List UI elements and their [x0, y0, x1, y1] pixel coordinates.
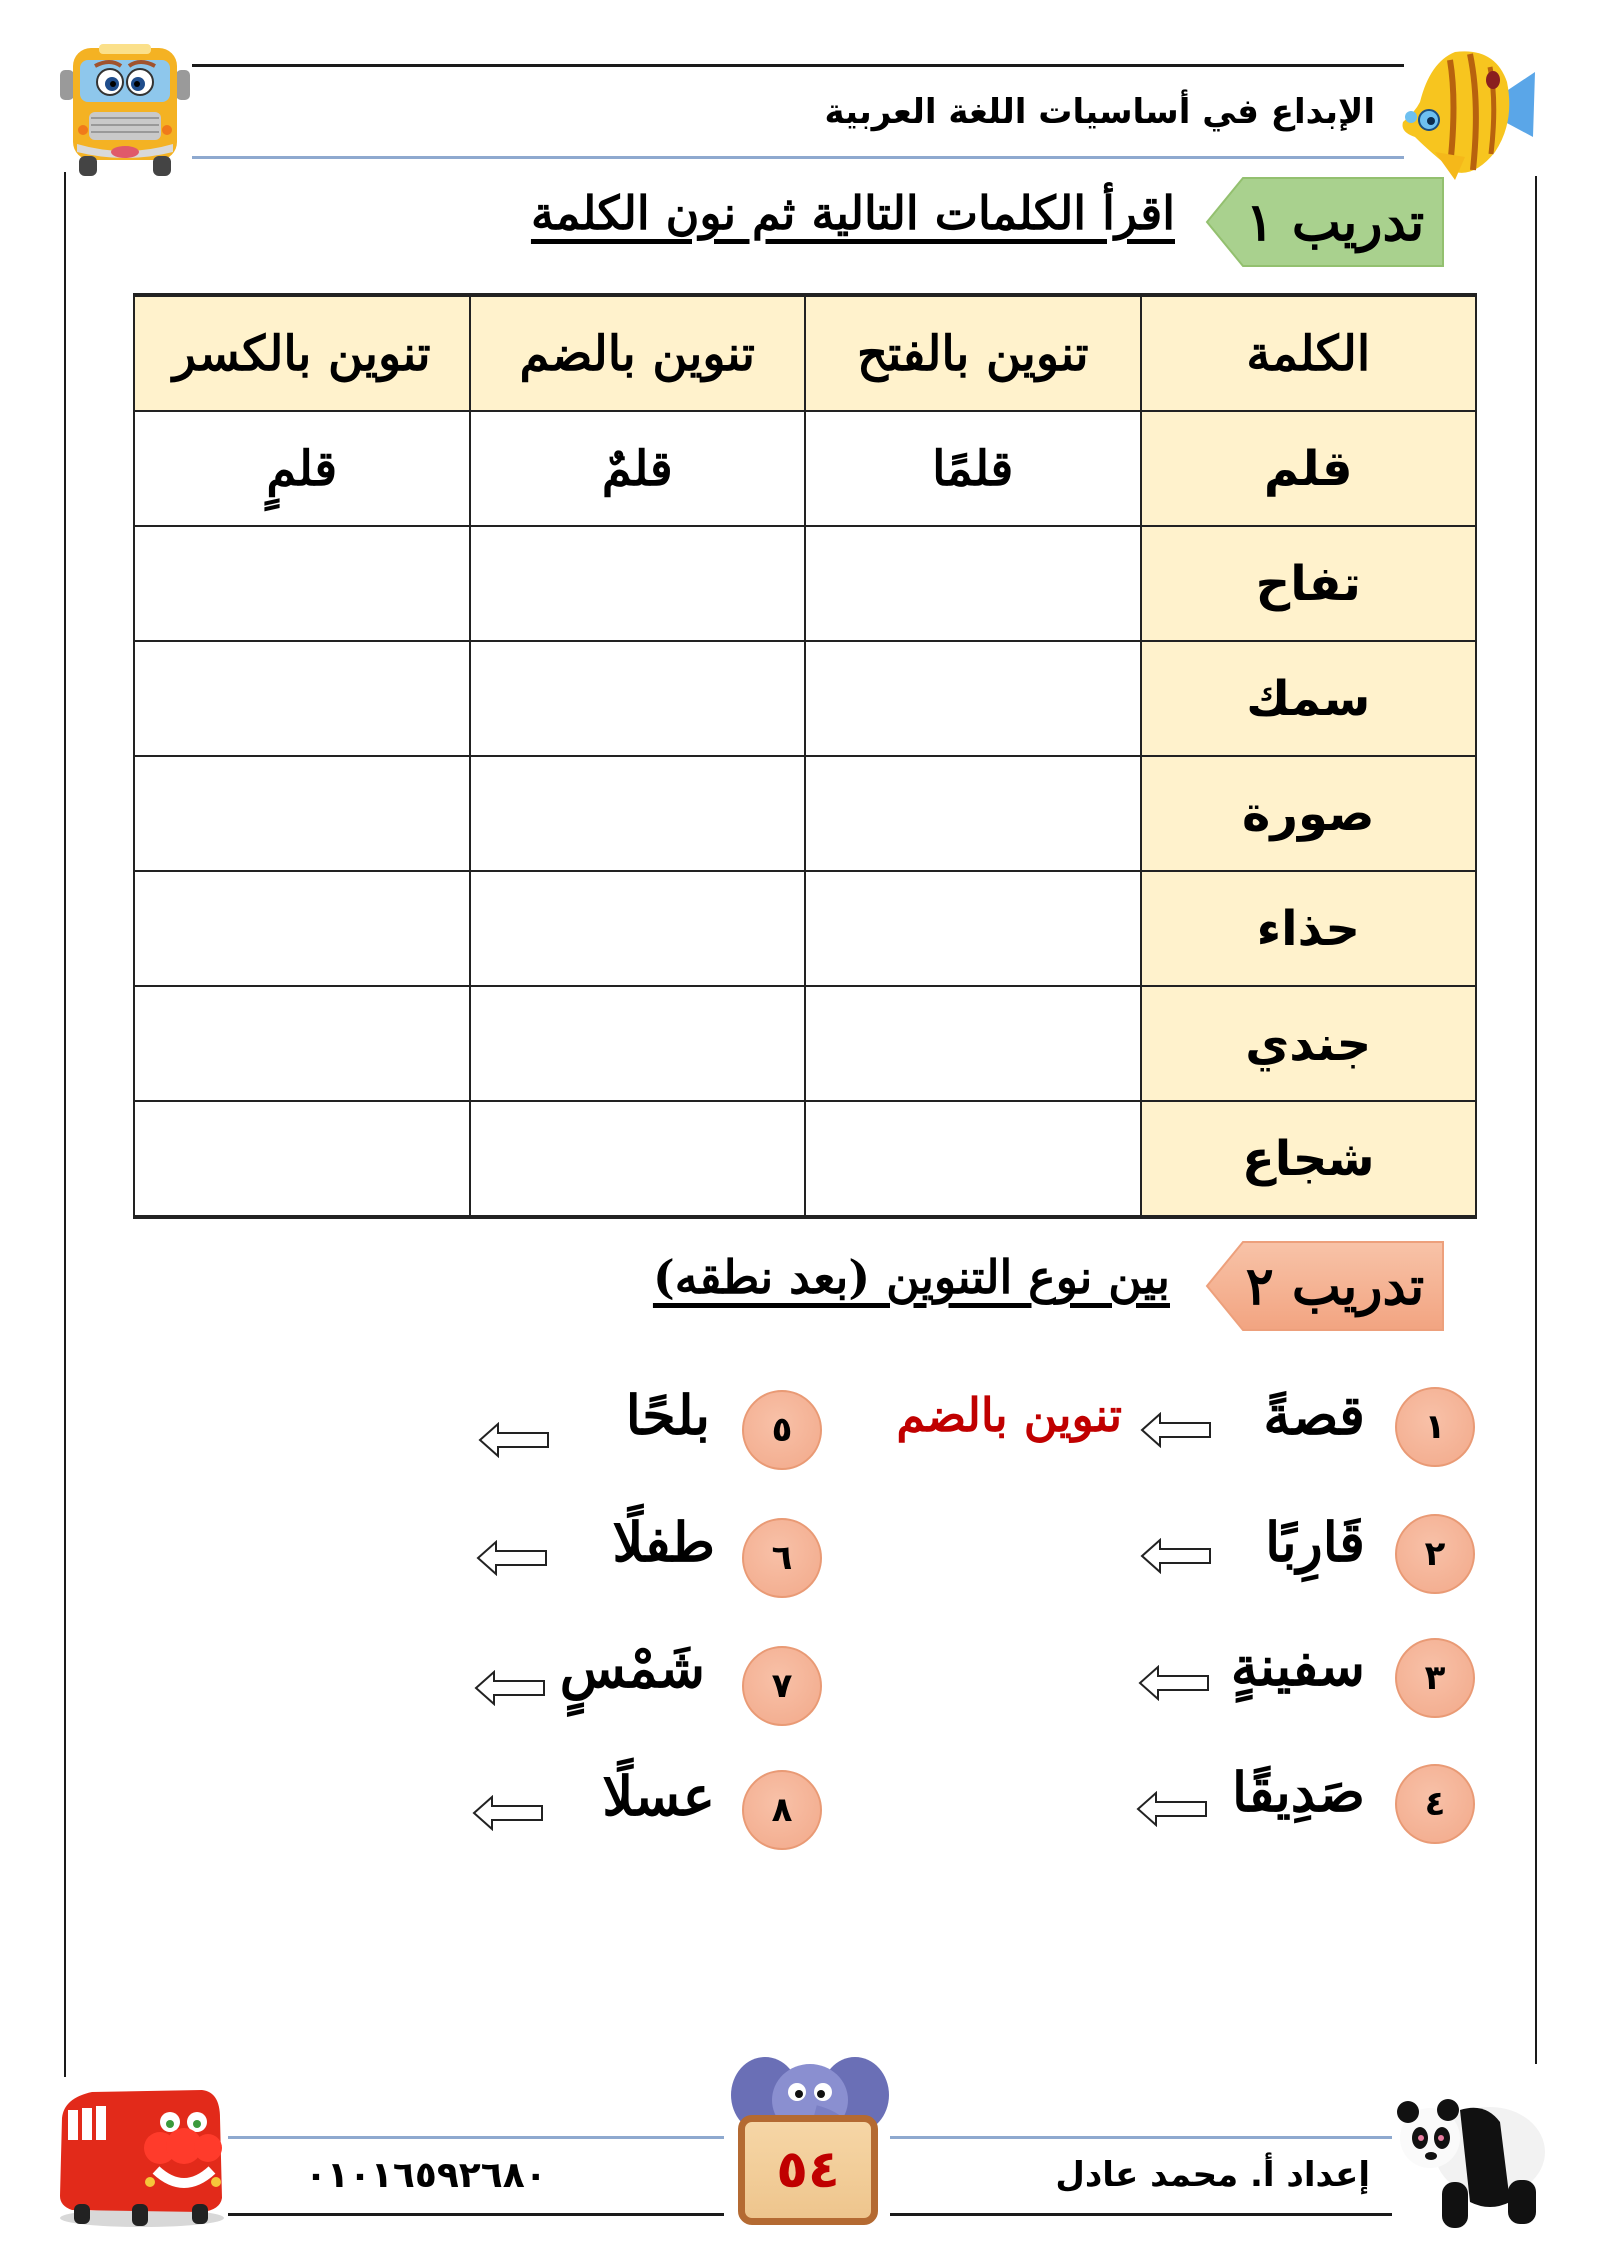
- tanween-table: [133, 293, 1477, 1219]
- page-number-sign: [738, 2115, 878, 2225]
- cell-damma[interactable]: [470, 526, 806, 641]
- exercise-2-badge: [1205, 1240, 1445, 1332]
- school-bus-icon: [55, 40, 195, 180]
- cell-word: صورة: [1141, 756, 1477, 871]
- item-word: سفينةٍ: [1230, 1634, 1365, 1698]
- cell-damma[interactable]: [470, 1101, 806, 1217]
- red-bus-icon: [52, 2078, 232, 2228]
- arrow-left-icon: [472, 1795, 544, 1831]
- arrow-left-icon: [1138, 1665, 1210, 1701]
- header-kasra: تنوين بالكسر: [134, 295, 470, 411]
- item-number-badge: ٥: [742, 1390, 822, 1470]
- item-number-badge: ٧: [742, 1646, 822, 1726]
- arrow-left-icon: [1136, 1791, 1208, 1827]
- cell-kasra[interactable]: [134, 871, 470, 986]
- cell-word: شجاع: [1141, 1101, 1477, 1217]
- fish-icon: [1395, 42, 1540, 182]
- table-header-row: [134, 295, 1476, 411]
- cell-kasra[interactable]: [134, 756, 470, 871]
- cell-kasra[interactable]: قلمٍ: [134, 411, 470, 526]
- cell-kasra[interactable]: [134, 1101, 470, 1217]
- item-word: صَدِيقًا: [1232, 1760, 1365, 1824]
- table-row: [134, 526, 1476, 641]
- item-word: شَمْسٍ: [559, 1636, 705, 1700]
- item-number-badge: ٦: [742, 1518, 822, 1598]
- arrow-left-icon: [1140, 1538, 1212, 1574]
- exercise-1-badge: [1205, 176, 1445, 268]
- frame-left: [64, 172, 66, 2077]
- cell-fatha[interactable]: [805, 986, 1141, 1101]
- header-word: الكلمة: [1141, 295, 1477, 411]
- cell-fatha[interactable]: [805, 871, 1141, 986]
- frame-right: [1535, 176, 1537, 2064]
- exercise-1-badge-label: تدريب ١: [1245, 191, 1425, 253]
- item-number-badge: ١: [1395, 1387, 1475, 1467]
- exercise-1-instruction: اقرأ الكلمات التالية ثم نون الكلمة: [530, 186, 1175, 240]
- header-bottom-rule: [192, 156, 1404, 159]
- cell-word: حذاء: [1141, 871, 1477, 986]
- header-fatha: تنوين بالفتح: [805, 295, 1141, 411]
- arrow-left-icon: [476, 1540, 548, 1576]
- header-damma: تنوين بالضم: [470, 295, 806, 411]
- exercise-2-instruction: بين نوع التنوين (بعد نطقه): [652, 1250, 1170, 1304]
- arrow-left-icon: [1140, 1412, 1212, 1448]
- item-number-badge: ٤: [1395, 1764, 1475, 1844]
- header-title: الإبداع في أساسيات اللغة العربية: [824, 92, 1375, 132]
- cell-fatha[interactable]: [805, 756, 1141, 871]
- item-number-badge: ٢: [1395, 1514, 1475, 1594]
- cell-kasra[interactable]: [134, 986, 470, 1101]
- cell-damma[interactable]: [470, 641, 806, 756]
- item-word: طفلًا: [612, 1510, 715, 1574]
- item-word: عسلًا: [602, 1764, 715, 1828]
- footer-bottom-rule-right: [890, 2213, 1392, 2216]
- table-row: [134, 871, 1476, 986]
- cell-damma[interactable]: قلمٌ: [470, 411, 806, 526]
- item-word: بلحًا: [625, 1383, 710, 1447]
- cell-word: سمك: [1141, 641, 1477, 756]
- item-number-badge: ٣: [1395, 1638, 1475, 1718]
- footer-bottom-rule-left: [228, 2213, 724, 2216]
- table-row: [134, 986, 1476, 1101]
- page-number: ٥٤: [776, 2140, 840, 2200]
- table-row: [134, 756, 1476, 871]
- footer-author: إعداد أ. محمد عادل: [1055, 2155, 1370, 2195]
- arrow-left-icon: [474, 1670, 546, 1706]
- cell-word: قلم: [1141, 411, 1477, 526]
- table-row: [134, 1101, 1476, 1217]
- cell-kasra[interactable]: [134, 526, 470, 641]
- exercise-2-badge-label: تدريب ٢: [1245, 1255, 1425, 1317]
- item-word: قَارِبًا: [1265, 1510, 1365, 1574]
- cell-word: تفاح: [1141, 526, 1477, 641]
- cell-damma[interactable]: [470, 871, 806, 986]
- cell-fatha[interactable]: قلمًا: [805, 411, 1141, 526]
- cell-fatha[interactable]: [805, 1101, 1141, 1217]
- footer-phone: ٠١٠١٦٥٩٢٦٨٠: [305, 2155, 547, 2196]
- header-top-rule: [192, 64, 1404, 67]
- item-answer[interactable]: تنوين بالضم: [896, 1388, 1122, 1442]
- cell-damma[interactable]: [470, 756, 806, 871]
- cell-fatha[interactable]: [805, 641, 1141, 756]
- arrow-left-icon: [478, 1422, 550, 1458]
- cell-kasra[interactable]: [134, 641, 470, 756]
- cell-word: جندي: [1141, 986, 1477, 1101]
- footer-top-rule-left: [228, 2136, 724, 2139]
- footer-top-rule-right: [890, 2136, 1392, 2139]
- item-word: قصةً: [1263, 1383, 1365, 1447]
- cell-fatha[interactable]: [805, 526, 1141, 641]
- table-row: [134, 641, 1476, 756]
- table-row: [134, 411, 1476, 526]
- item-number-badge: ٨: [742, 1770, 822, 1850]
- panda-icon: [1390, 2082, 1555, 2232]
- cell-damma[interactable]: [470, 986, 806, 1101]
